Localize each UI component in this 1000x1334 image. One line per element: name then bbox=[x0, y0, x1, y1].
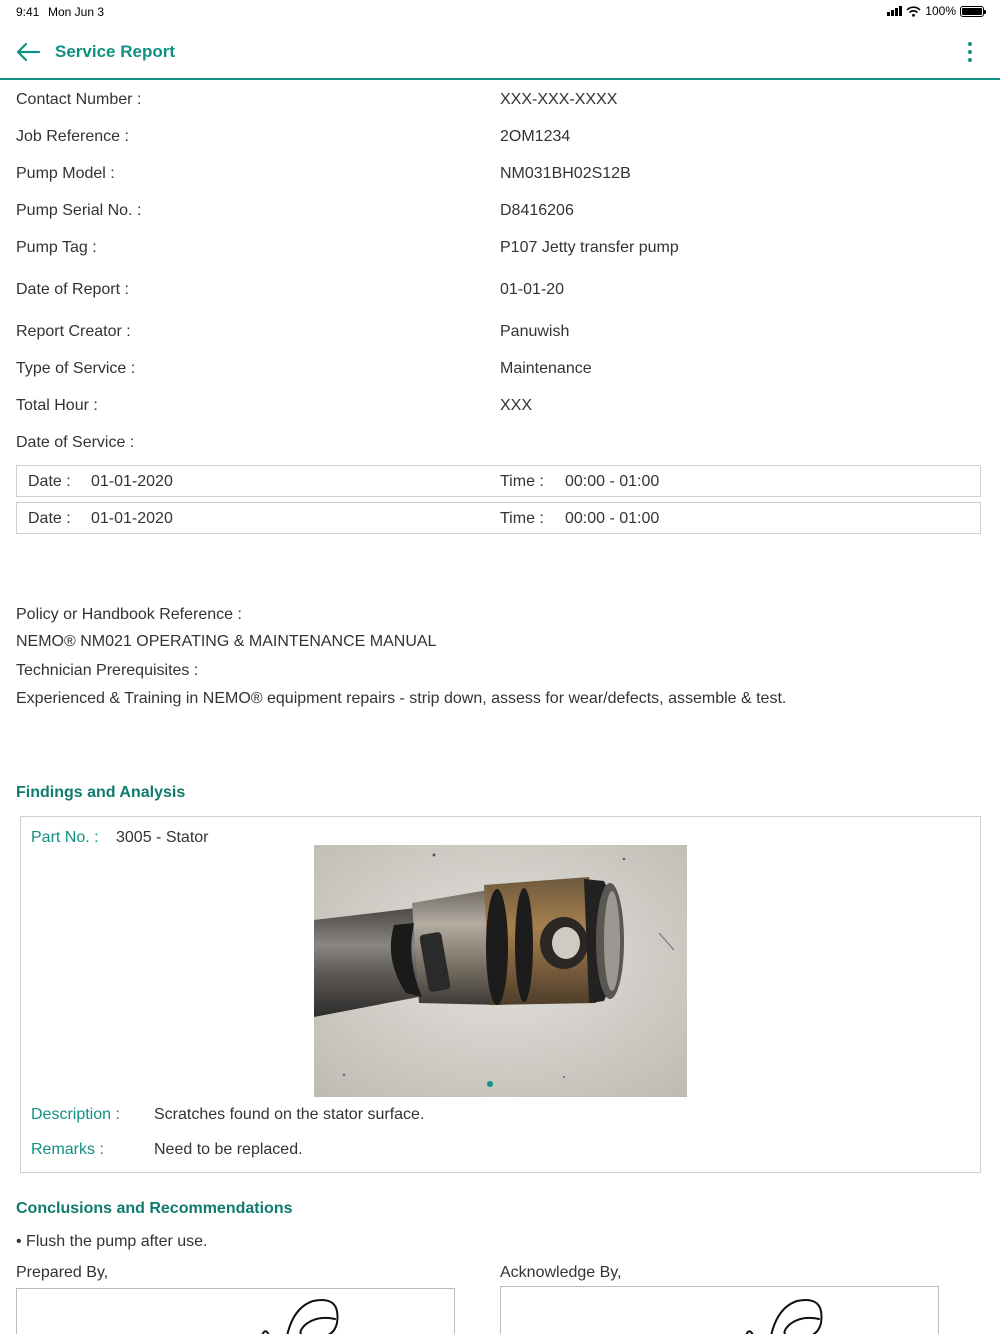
more-menu-button[interactable] bbox=[960, 40, 980, 64]
detail-value: XXX-XXX-XXXX bbox=[500, 91, 618, 108]
technician-prerequisites-value: Experienced & Training in NEMO® equipment repairs - strip down, assess for wear/defects, assemble & test. bbox=[16, 690, 787, 707]
detail-value: P107 Jetty transfer pump bbox=[500, 239, 679, 256]
detail-label: Pump Model : bbox=[16, 165, 115, 182]
status-indicators bbox=[887, 4, 984, 18]
findings-title: Findings and Analysis bbox=[16, 784, 186, 801]
policy-label: Policy or Handbook Reference : bbox=[16, 606, 242, 623]
detail-label: Contact Number : bbox=[16, 91, 142, 108]
remarks-value: Need to be replaced. bbox=[154, 1141, 303, 1158]
status-date: Mon Jun 3 bbox=[48, 5, 105, 19]
detail-label: Report Creator : bbox=[16, 323, 131, 340]
page-title: Service Report bbox=[55, 42, 175, 61]
part-number-label: Part No. : bbox=[31, 829, 99, 846]
part-number-value: 3005 - Stator bbox=[116, 829, 209, 846]
part-photo[interactable] bbox=[314, 845, 687, 1097]
prepared-by-signature[interactable] bbox=[16, 1288, 455, 1334]
app-header bbox=[0, 24, 1000, 80]
time-label: Time : bbox=[500, 510, 544, 527]
detail-label: Pump Tag : bbox=[16, 239, 97, 256]
detail-label: Job Reference : bbox=[16, 128, 129, 145]
detail-label: Type of Service : bbox=[16, 360, 136, 377]
battery-icon bbox=[960, 6, 984, 17]
service-date-entry bbox=[16, 502, 981, 534]
description-value: Scratches found on the stator surface. bbox=[154, 1106, 425, 1123]
conclusion-item: • Flush the pump after use. bbox=[16, 1233, 208, 1250]
service-date-entry bbox=[16, 465, 981, 497]
detail-value: Maintenance bbox=[500, 360, 592, 377]
acknowledge-by-signature[interactable] bbox=[500, 1286, 939, 1334]
date-value: 01-01-2020 bbox=[91, 473, 173, 490]
date-label: Date : bbox=[28, 473, 71, 490]
acknowledge-by-label: Acknowledge By, bbox=[500, 1264, 622, 1281]
detail-label: Total Hour : bbox=[16, 397, 98, 414]
detail-label: Date of Report : bbox=[16, 281, 129, 298]
date-label: Date : bbox=[28, 510, 71, 527]
status-bar bbox=[0, 0, 1000, 24]
description-label: Description : bbox=[31, 1106, 120, 1123]
detail-value: 01-01-20 bbox=[500, 281, 565, 298]
time-value: 00:00 - 01:00 bbox=[565, 510, 660, 527]
detail-value: D8416206 bbox=[500, 202, 574, 219]
conclusions-title: Conclusions and Recommendations bbox=[16, 1200, 293, 1217]
detail-value: XXX bbox=[500, 397, 533, 414]
wifi-icon bbox=[906, 6, 921, 17]
prepared-by-label: Prepared By, bbox=[16, 1264, 109, 1281]
carousel-indicator bbox=[487, 1081, 493, 1087]
finding-card bbox=[20, 816, 981, 1173]
arrow-left-icon bbox=[15, 42, 41, 62]
remarks-label: Remarks : bbox=[31, 1141, 104, 1158]
date-value: 01-01-2020 bbox=[91, 510, 173, 527]
time-value: 00:00 - 01:00 bbox=[565, 473, 660, 490]
more-vertical-icon bbox=[968, 42, 972, 46]
detail-value: Panuwish bbox=[500, 323, 570, 340]
back-button[interactable] bbox=[12, 38, 44, 66]
detail-value: 2OM1234 bbox=[500, 128, 571, 145]
status-time: 9:41 bbox=[16, 5, 40, 19]
technician-prerequisites-label: Technician Prerequisites : bbox=[16, 662, 199, 679]
detail-label: Pump Serial No. : bbox=[16, 202, 142, 219]
detail-value: NM031BH02S12B bbox=[500, 165, 631, 182]
policy-value: NEMO® NM021 OPERATING & MAINTENANCE MANUAL bbox=[16, 633, 437, 650]
signal-icon bbox=[887, 6, 902, 16]
time-label: Time : bbox=[500, 473, 544, 490]
battery-percent: 100% bbox=[925, 4, 956, 18]
